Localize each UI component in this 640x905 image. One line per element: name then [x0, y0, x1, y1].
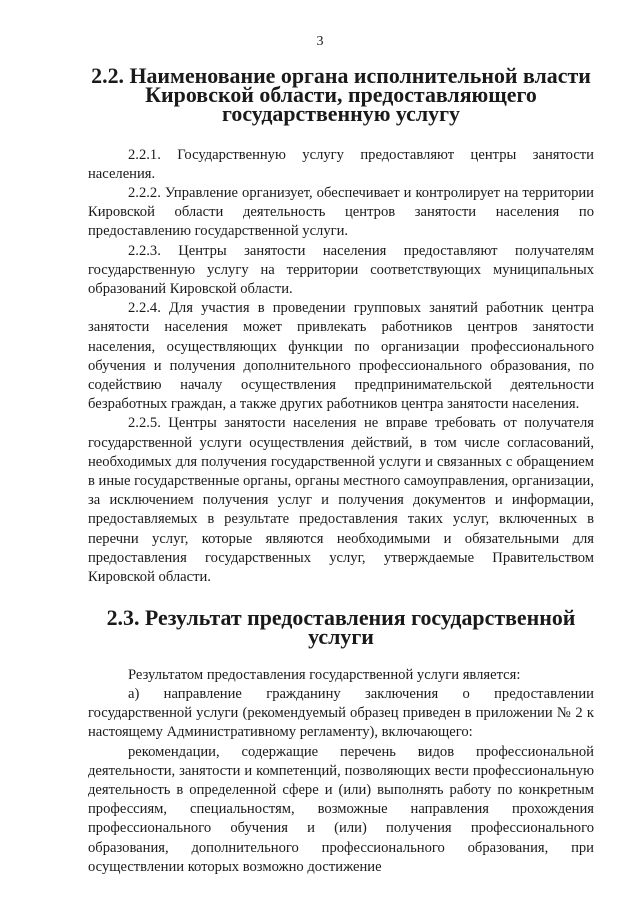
- paragraph-result-a: а) направление гражданину заключения о предоставлении государственной услуги (рекомендуемый образец приведен в приложении № 2 к настоящему Административному регламенту), включающего:: [88, 685, 594, 741]
- document-body: [88, 63, 594, 877]
- section-2-2-title-line-2: Кировской области, предоставляющего государственную услугу: [145, 82, 537, 127]
- section-2-2-title-line-1: 2.2. Наименование органа исполнительной власти: [91, 63, 591, 88]
- paragraph-2-2-3: 2.2.3. Центры занятости населения предоставляют получателям государственную услугу на территории соответствующих муниципальных образований Кировской области.: [88, 242, 594, 298]
- paragraph-result-intro: Результатом предоставления государственной услуги является:: [128, 666, 521, 683]
- page-number: 3: [316, 34, 324, 49]
- paragraph-2-2-4: 2.2.4. Для участия в проведении групповых занятий работник центра занятости населения может привлекать работников центров занятости населения, осуществляющих функции по организации профессионального обучения и получения дополнительного профессионального образования, по содействию началу осуществления предпринимательской деятельности безработных граждан, а также других работников центра занятости населения.: [88, 300, 594, 413]
- section-2-3-heading: 2.3. Результат предоставления государственной услуги: [106, 605, 576, 650]
- paragraph-2-2-2: 2.2.2. Управление организует, обеспечивает и контролирует на территории Кировской области деятельность центров занятости населения по предоставлению государственной услуги.: [88, 185, 594, 240]
- paragraph-2-2-1: 2.2.1. Государственную услугу предоставляют центры занятости населения.: [88, 146, 594, 182]
- paragraph-2-2-5: 2.2.5. Центры занятости населения не вправе требовать от получателя государственной услуги осуществления действий, в том числе согласований, необходимых для получения государственной услуги и связанных с обращением в иные государственные органы, органы местного самоуправления, организации, за исключением получения услуг и получения документов и информации, предоставляемых в результате предоставления таких услуг, включенных в перечни услуг, которые являются необходимыми и обязательными для предоставления государственных услуг, утверждаемые Правительством Кировской области.: [88, 415, 594, 586]
- paragraph-recommendations: рекомендации, содержащие перечень видов профессиональной деятельности, занятости и компетенций, позволяющих вести профессиональную деятельность в определенной сфере и (или) выполнять работу по конкретным профессиям, специальностям, возможные направления прохождения профессионального обучения и (или) получения профессионального образования, дополнительного профессионального образования, при осуществлении которых возможно достижение: [88, 743, 594, 875]
- section-2-2-heading: [88, 63, 594, 127]
